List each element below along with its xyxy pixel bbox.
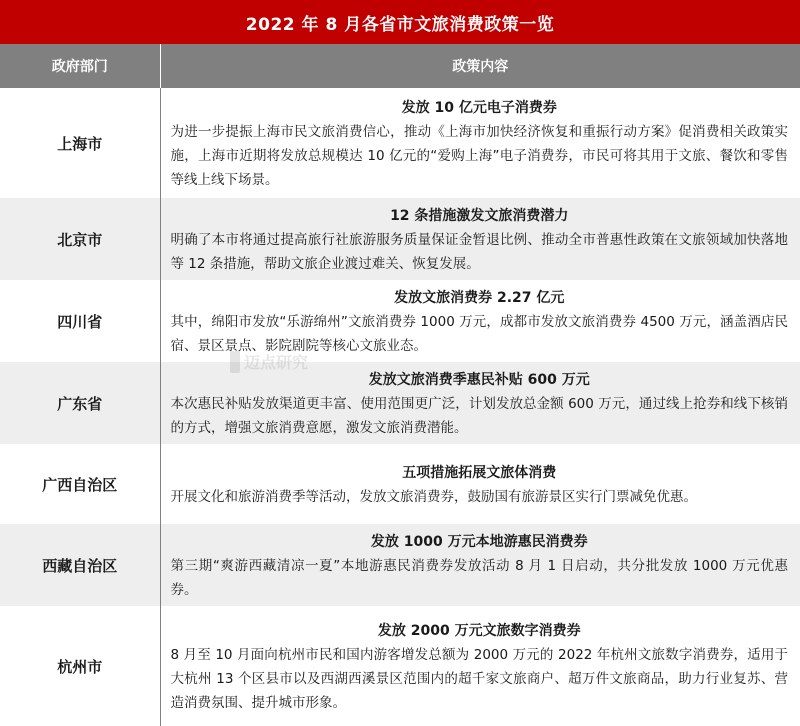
watermark-text: 迈点研究 bbox=[244, 353, 309, 372]
dept-cell: 西藏自治区 bbox=[0, 524, 160, 606]
policy-headline: 发放文旅消费季惠民补贴 600 万元 bbox=[368, 372, 590, 388]
table-row bbox=[0, 280, 800, 362]
table-row bbox=[0, 362, 800, 444]
column-header-dept: 政府部门 bbox=[0, 44, 160, 88]
table-row bbox=[0, 88, 800, 198]
column-header-content: 政策内容 bbox=[160, 44, 800, 88]
content-cell bbox=[160, 198, 800, 280]
policy-body: 第三期“爽游西藏清凉一夏”本地游惠民消费券发放活动 8 月 1 日启动，共分批发放 1000 万元优惠券。 bbox=[170, 558, 788, 598]
dept-cell: 上海市 bbox=[0, 88, 160, 198]
policy-headline: 12 条措施激发文旅消费潜力 bbox=[390, 208, 569, 224]
content-cell bbox=[160, 88, 800, 198]
policy-body: 明确了本市将通过提高旅行社旅游服务质量保证金暂退比例、推动全市普惠性政策在文旅领域加快落地等 12 条措施，帮助文旅企业渡过难关、恢复发展。 bbox=[170, 232, 788, 272]
content-cell bbox=[160, 444, 800, 524]
policy-headline: 发放 1000 万元本地游惠民消费券 bbox=[370, 534, 588, 550]
dept-cell: 杭州市 bbox=[0, 606, 160, 726]
policy-body: 本次惠民补贴发放渠道更丰富、使用范围更广泛，计划发放总金额 600 万元，通过线上抢券和线下核销的方式，增强文旅消费意愿，激发文旅消费潜能。 bbox=[170, 396, 788, 436]
policy-headline: 发放 2000 万元文旅数字消费券 bbox=[377, 623, 581, 639]
policy-table bbox=[0, 44, 800, 726]
policy-body: 为进一步提振上海市民文旅消费信心，推动《上海市加快经济恢复和重振行动方案》促消费相关政策实施，上海市近期将发放总规模达 10 亿元的“爱购上海”电子消费券，市民可将其用于文旅、餐饮和零售等线上线下场景。 bbox=[170, 124, 788, 188]
policy-body: 开展文化和旅游消费季等活动，发放文旅消费券，鼓励国有旅游景区实行门票减免优惠。 bbox=[170, 489, 697, 505]
content-cell bbox=[160, 280, 800, 362]
table-header-row bbox=[0, 44, 800, 88]
table-row bbox=[0, 198, 800, 280]
content-cell bbox=[160, 524, 800, 606]
dept-cell: 四川省 bbox=[0, 280, 160, 362]
dept-cell: 北京市 bbox=[0, 198, 160, 280]
dept-cell: 广东省 bbox=[0, 362, 160, 444]
table-row bbox=[0, 444, 800, 524]
policy-headline: 发放文旅消费券 2.27 亿元 bbox=[394, 290, 565, 306]
table-row bbox=[0, 606, 800, 726]
policy-body: 8 月至 10 月面向杭州市民和国内游客增发总额为 2000 万元的 2022 年杭州文旅数字消费券，适用于大杭州 13 个区县市以及西湖西溪景区范围内的超千家文旅商户、超万件文旅商品，助力行业复苏、营造消费氛围、提升城市形象。 bbox=[170, 647, 788, 711]
policy-headline: 五项措施拓展文旅体消费 bbox=[402, 465, 557, 481]
table-row bbox=[0, 524, 800, 606]
table-title: 2022 年 8 月各省市文旅消费政策一览 bbox=[0, 0, 800, 44]
content-cell bbox=[160, 362, 800, 444]
content-cell bbox=[160, 606, 800, 726]
policy-headline: 发放 10 亿元电子消费券 bbox=[401, 100, 557, 116]
dept-cell: 广西自治区 bbox=[0, 444, 160, 524]
policy-body: 其中，绵阳市发放“乐游绵州”文旅消费券 1000 万元，成都市发放文旅消费券 4500 万元，涵盖酒店民宿、景区景点、影院剧院等核心文旅业态。 bbox=[170, 314, 788, 354]
